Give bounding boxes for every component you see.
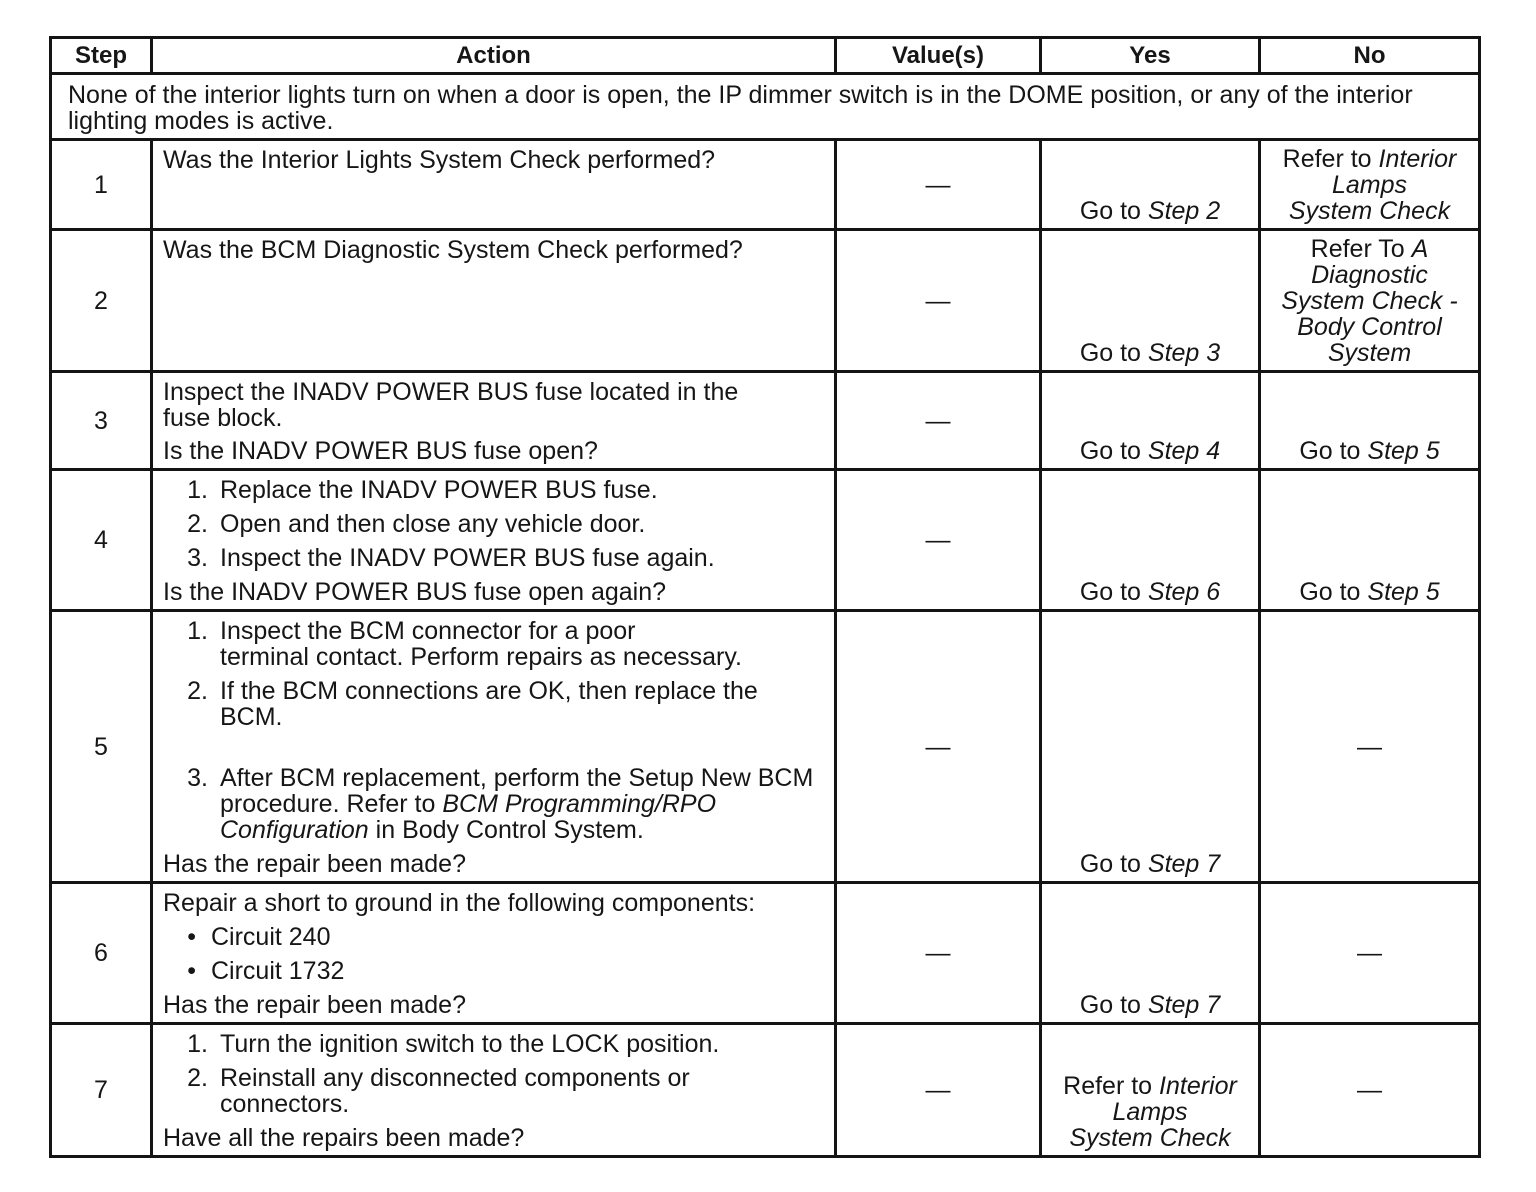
bullet-item (163, 924, 830, 950)
header-yes: Yes (1042, 39, 1258, 72)
item-text: Circuit 1732 (211, 957, 345, 985)
no-reference: Interior Lamps System Check (1288, 145, 1457, 225)
numbered-item (163, 678, 830, 730)
item-number: 1. (187, 1030, 208, 1058)
no-reference: A Diagnostic System Check - Body Control System (1281, 235, 1458, 367)
item-number: 2. (187, 510, 208, 538)
yes-prefix: Go to (1079, 991, 1148, 1019)
numbered-item (163, 618, 830, 670)
action-cell (153, 231, 834, 370)
item-text-tail: in Body Control System. (368, 816, 644, 844)
item-reference: BCM Programming/RPO Configuration (220, 790, 717, 844)
action-cell (153, 141, 834, 228)
bullet-marker (163, 924, 196, 950)
numbered-item (163, 545, 830, 571)
action-question: Is the INADV POWER BUS fuse open again? (163, 578, 667, 606)
item-text: Replace the INADV POWER BUS fuse. (220, 476, 658, 504)
yes-result (1080, 340, 1220, 366)
item-text: Inspect the INADV POWER BUS fuse again. (220, 544, 715, 572)
item-number: 3. (187, 544, 208, 572)
item-text: Circuit 240 (211, 923, 331, 951)
value-cell: — (837, 231, 1039, 370)
yes-result (1080, 198, 1220, 224)
no-reference: Step 5 (1367, 578, 1440, 606)
item-text (220, 765, 813, 843)
yes-cell (1042, 1025, 1258, 1155)
no-result (1283, 146, 1457, 224)
action-cell (153, 884, 834, 1022)
no-result (1299, 438, 1439, 464)
yes-reference: Step 4 (1147, 437, 1221, 465)
action-question: Is the INADV POWER BUS fuse open? (163, 437, 598, 465)
item-text: Reinstall any disconnected components or connectors. (220, 1064, 690, 1118)
symptom-description: None of the interior lights turn on when a door is open, the IP dimmer switch is in the DOME position, or any of the interior lighting modes is active. (52, 75, 1478, 138)
yes-result (1080, 851, 1220, 877)
no-result (1299, 579, 1439, 605)
no-cell: — (1261, 884, 1478, 1022)
step-number: 4 (52, 471, 150, 609)
yes-prefix: Go to (1079, 578, 1148, 606)
no-cell: — (1261, 1025, 1478, 1155)
item-number: 1. (187, 476, 208, 504)
value-cell: — (837, 141, 1039, 228)
numbered-item (163, 765, 830, 843)
numbered-item (163, 1065, 830, 1117)
bullet-marker (163, 958, 196, 984)
yes-reference: Interior Lamps System Check (1069, 1072, 1237, 1152)
yes-cell (1042, 612, 1258, 881)
item-number: 2. (187, 677, 208, 705)
no-cell (1261, 373, 1478, 468)
action-question: Has the repair been made? (163, 991, 466, 1019)
yes-reference: Step 2 (1147, 197, 1221, 225)
diagnostic-table (49, 36, 1481, 1158)
yes-cell (1042, 141, 1258, 228)
step-number: 7 (52, 1025, 150, 1155)
action-question: Have all the repairs been made? (163, 1124, 525, 1152)
yes-prefix: Go to (1079, 850, 1148, 878)
action-text: Was the BCM Diagnostic System Check performed? (163, 236, 743, 264)
step-number: 2 (52, 231, 150, 370)
no-prefix: Refer to (1282, 145, 1379, 173)
item-text: If the BCM connections are OK, then replace the BCM. (220, 677, 758, 731)
action-cell (153, 1025, 834, 1155)
yes-result (1080, 579, 1220, 605)
no-prefix: Go to (1299, 437, 1368, 465)
yes-cell (1042, 373, 1258, 468)
item-number: 1. (187, 617, 208, 645)
step-number: 1 (52, 141, 150, 228)
yes-cell (1042, 884, 1258, 1022)
no-prefix: Refer To (1310, 235, 1412, 263)
no-reference: Step 5 (1367, 437, 1440, 465)
value-cell: — (837, 471, 1039, 609)
no-cell (1261, 231, 1478, 370)
no-cell (1261, 141, 1478, 228)
yes-prefix: Go to (1079, 197, 1148, 225)
numbered-item (163, 511, 830, 537)
step-number: 3 (52, 373, 150, 468)
yes-prefix: Go to (1079, 339, 1148, 367)
yes-cell (1042, 231, 1258, 370)
item-number: 3. (187, 764, 208, 792)
action-question: Has the repair been made? (163, 850, 466, 878)
yes-reference: Step 6 (1147, 578, 1221, 606)
no-cell (1261, 471, 1478, 609)
no-prefix: Go to (1299, 578, 1368, 606)
header-step: Step (52, 39, 150, 72)
header-values: Value(s) (837, 39, 1039, 72)
value-cell: — (837, 1025, 1039, 1155)
action-text: Was the Interior Lights System Check performed? (163, 146, 716, 174)
item-text: Inspect the BCM connector for a poor terminal contact. Perform repairs as necessary. (220, 617, 742, 671)
value-cell: — (837, 612, 1039, 881)
item-number: 2. (187, 1064, 208, 1092)
item-text: Open and then close any vehicle door. (220, 510, 646, 538)
yes-reference: Step 3 (1147, 339, 1221, 367)
value-cell: — (837, 884, 1039, 1022)
step-number: 5 (52, 612, 150, 881)
value-cell: — (837, 373, 1039, 468)
header-action: Action (153, 39, 834, 72)
step-number: 6 (52, 884, 150, 1022)
yes-reference: Step 7 (1147, 850, 1221, 878)
action-text: Repair a short to ground in the following components: (163, 889, 756, 917)
action-cell (153, 373, 834, 468)
no-cell: — (1261, 612, 1478, 881)
action-cell (153, 471, 834, 609)
action-text: Inspect the INADV POWER BUS fuse located in the fuse block. (163, 378, 739, 432)
yes-result (1063, 1073, 1237, 1151)
yes-reference: Step 7 (1147, 991, 1221, 1019)
item-text-lead: After BCM replacement, perform the Setup New BCM procedure. Refer to (220, 764, 814, 818)
yes-prefix: Refer to (1063, 1072, 1160, 1100)
no-result (1281, 236, 1457, 366)
numbered-item (163, 1031, 830, 1057)
item-text: Turn the ignition switch to the LOCK position. (220, 1030, 720, 1058)
yes-cell (1042, 471, 1258, 609)
numbered-item (163, 477, 830, 503)
header-no: No (1261, 39, 1478, 72)
yes-result (1080, 438, 1220, 464)
action-cell (153, 612, 834, 881)
yes-result (1080, 992, 1220, 1018)
bullet-item (163, 958, 830, 984)
yes-prefix: Go to (1079, 437, 1148, 465)
